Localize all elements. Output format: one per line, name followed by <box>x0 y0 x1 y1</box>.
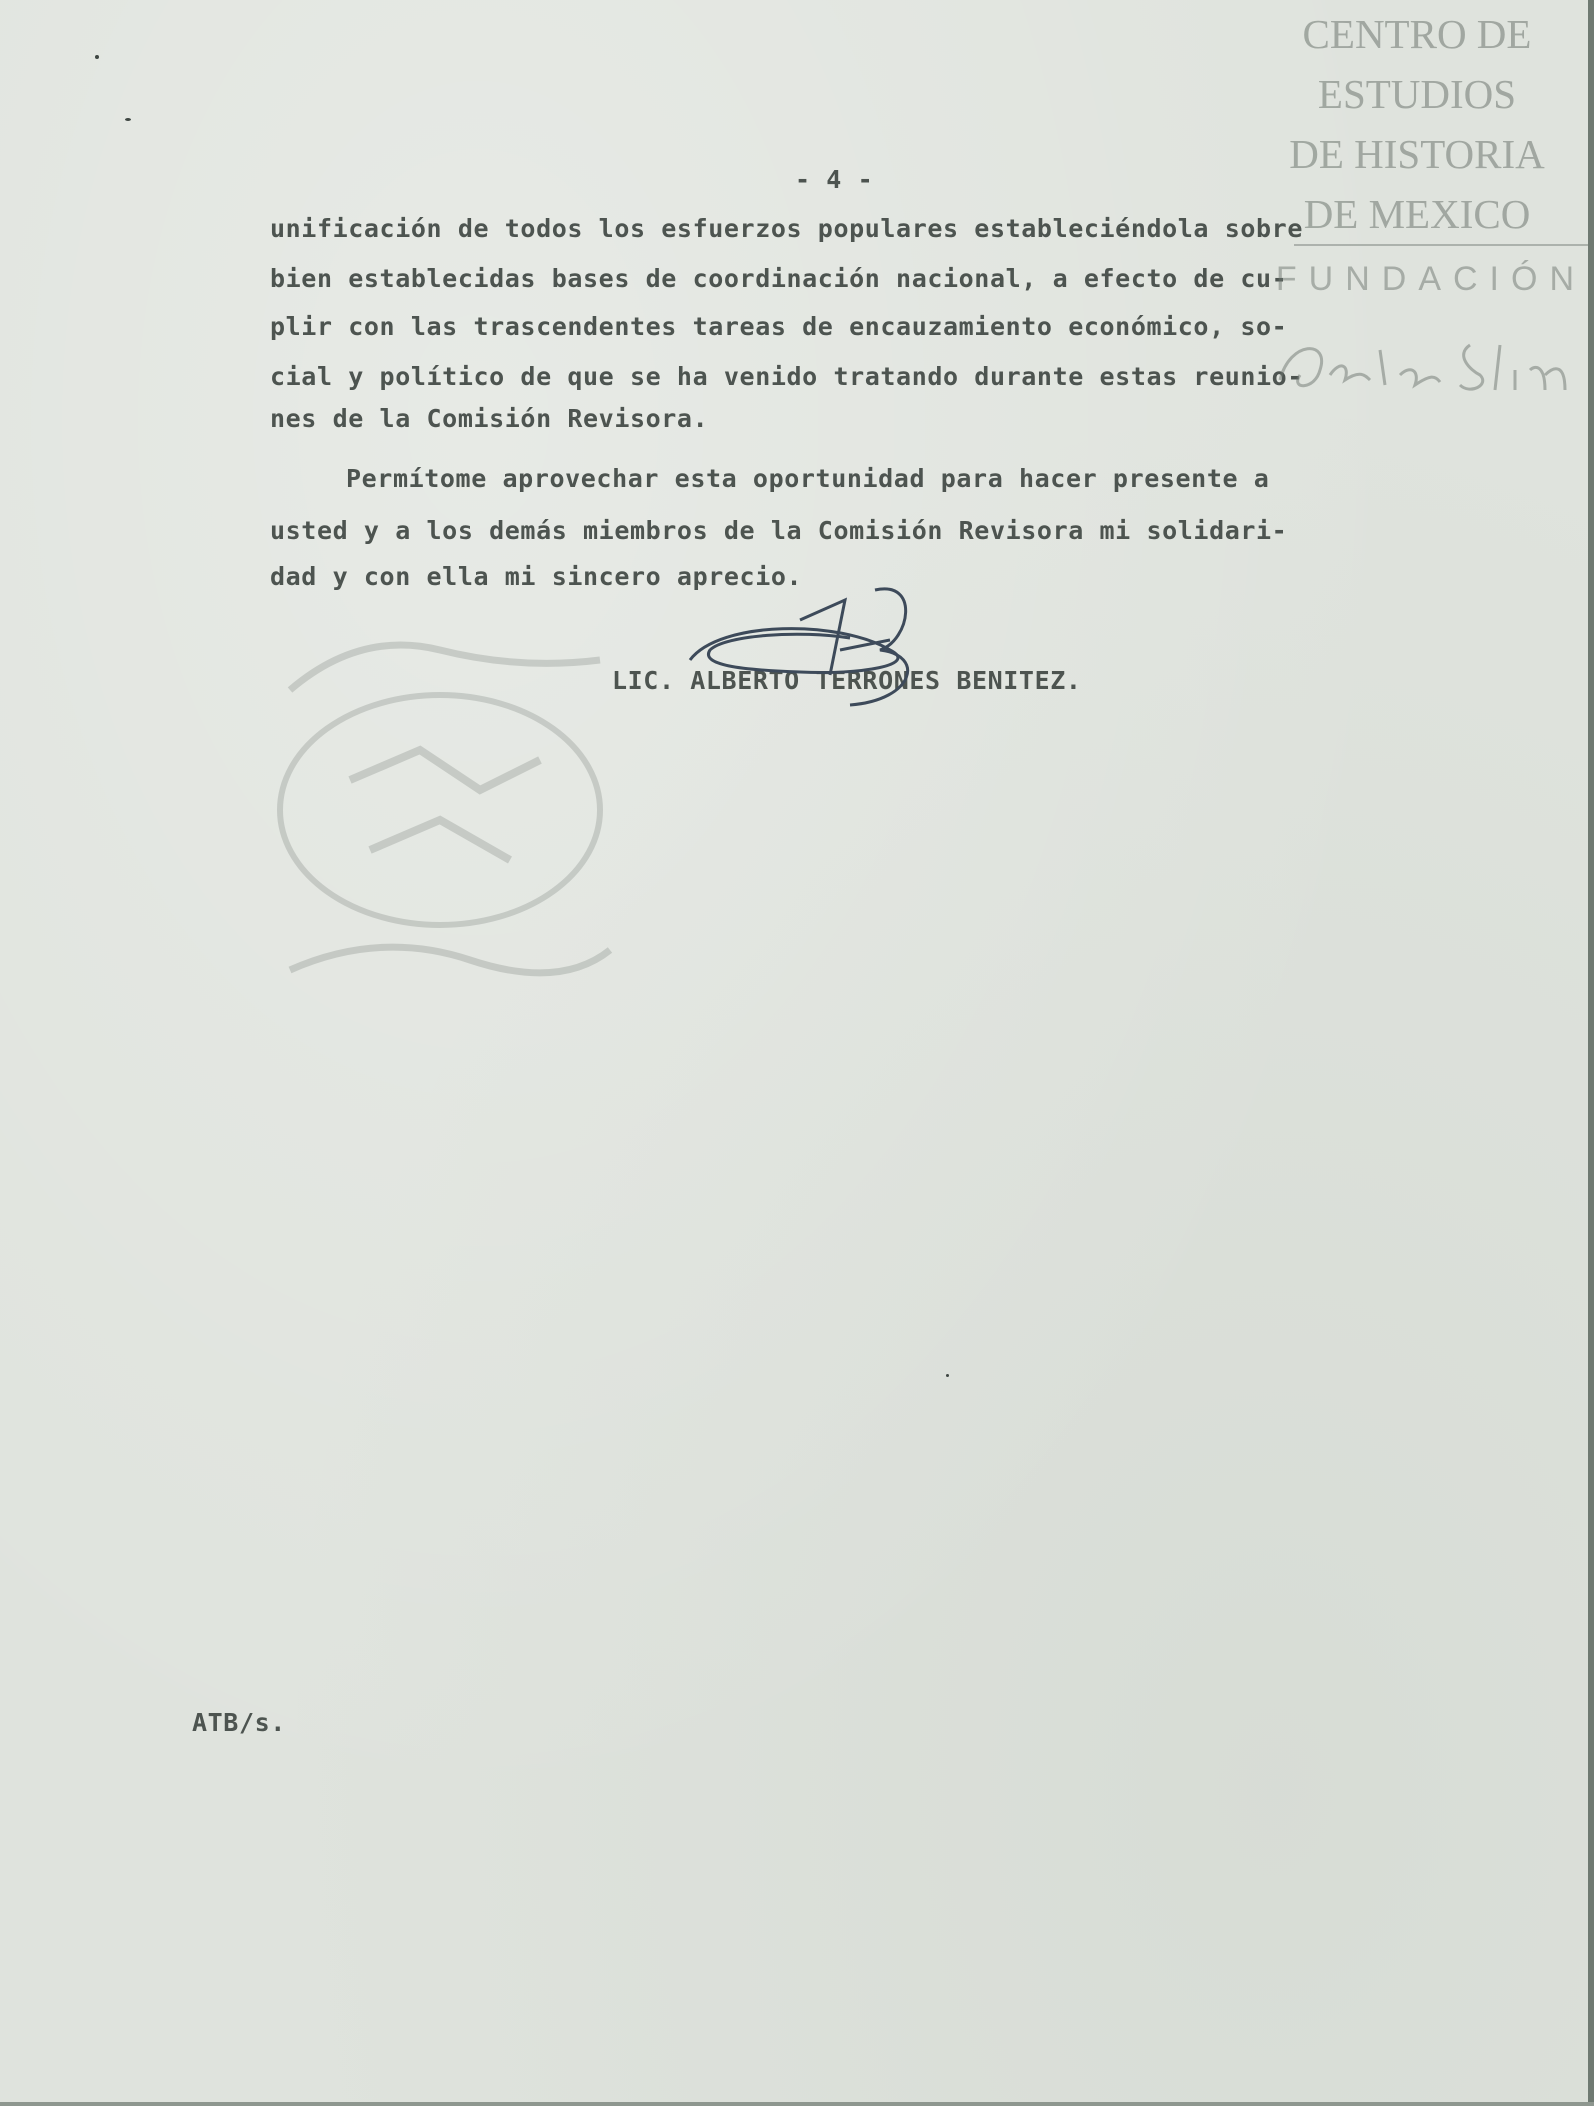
body-line: usted y a los demás miembros de la Comisión Revisora mi solidari- <box>270 516 1288 545</box>
watermark-divider <box>1294 244 1594 246</box>
body-line: dad y con ella mi sincero aprecio. <box>270 562 803 591</box>
body-line: Permítome aprovechar esta oportunidad para hacer presente a <box>346 464 1270 493</box>
scan-edge-right <box>1588 0 1594 2106</box>
typist-initials: ATB/s. <box>192 1708 286 1737</box>
body-line: bien establecidas bases de coordinación nacional, a efecto de cu- <box>270 264 1288 293</box>
watermark-line: DE HISTORIA <box>1289 131 1545 177</box>
faded-stamp <box>270 570 630 1010</box>
watermark-foundation: FUNDACIÓN <box>1275 260 1586 298</box>
page-number: - 4 - <box>795 165 874 194</box>
handwritten-signature <box>680 580 990 710</box>
dust-speck <box>95 55 99 59</box>
dust-speck <box>125 118 131 121</box>
watermark-line: CENTRO DE <box>1302 11 1532 57</box>
archive-watermark <box>1252 4 1582 244</box>
body-line: unificación de todos los esfuerzos populares estableciéndola sobre <box>270 214 1303 243</box>
watermark-signature <box>1270 330 1580 400</box>
scan-edge-bottom <box>0 2102 1594 2106</box>
body-line: plir con las trascendentes tareas de encauzamiento económico, so- <box>270 312 1288 341</box>
watermark-line: DE MEXICO <box>1303 191 1531 237</box>
signer-name: LIC. ALBERTO TERRONES BENITEZ. <box>612 666 1082 695</box>
body-line: cial y político de que se ha venido tratando durante estas reunio- <box>270 362 1303 391</box>
watermark-line: ESTUDIOS <box>1317 71 1517 117</box>
body-line: nes de la Comisión Revisora. <box>270 404 709 433</box>
dust-speck <box>946 1374 949 1377</box>
